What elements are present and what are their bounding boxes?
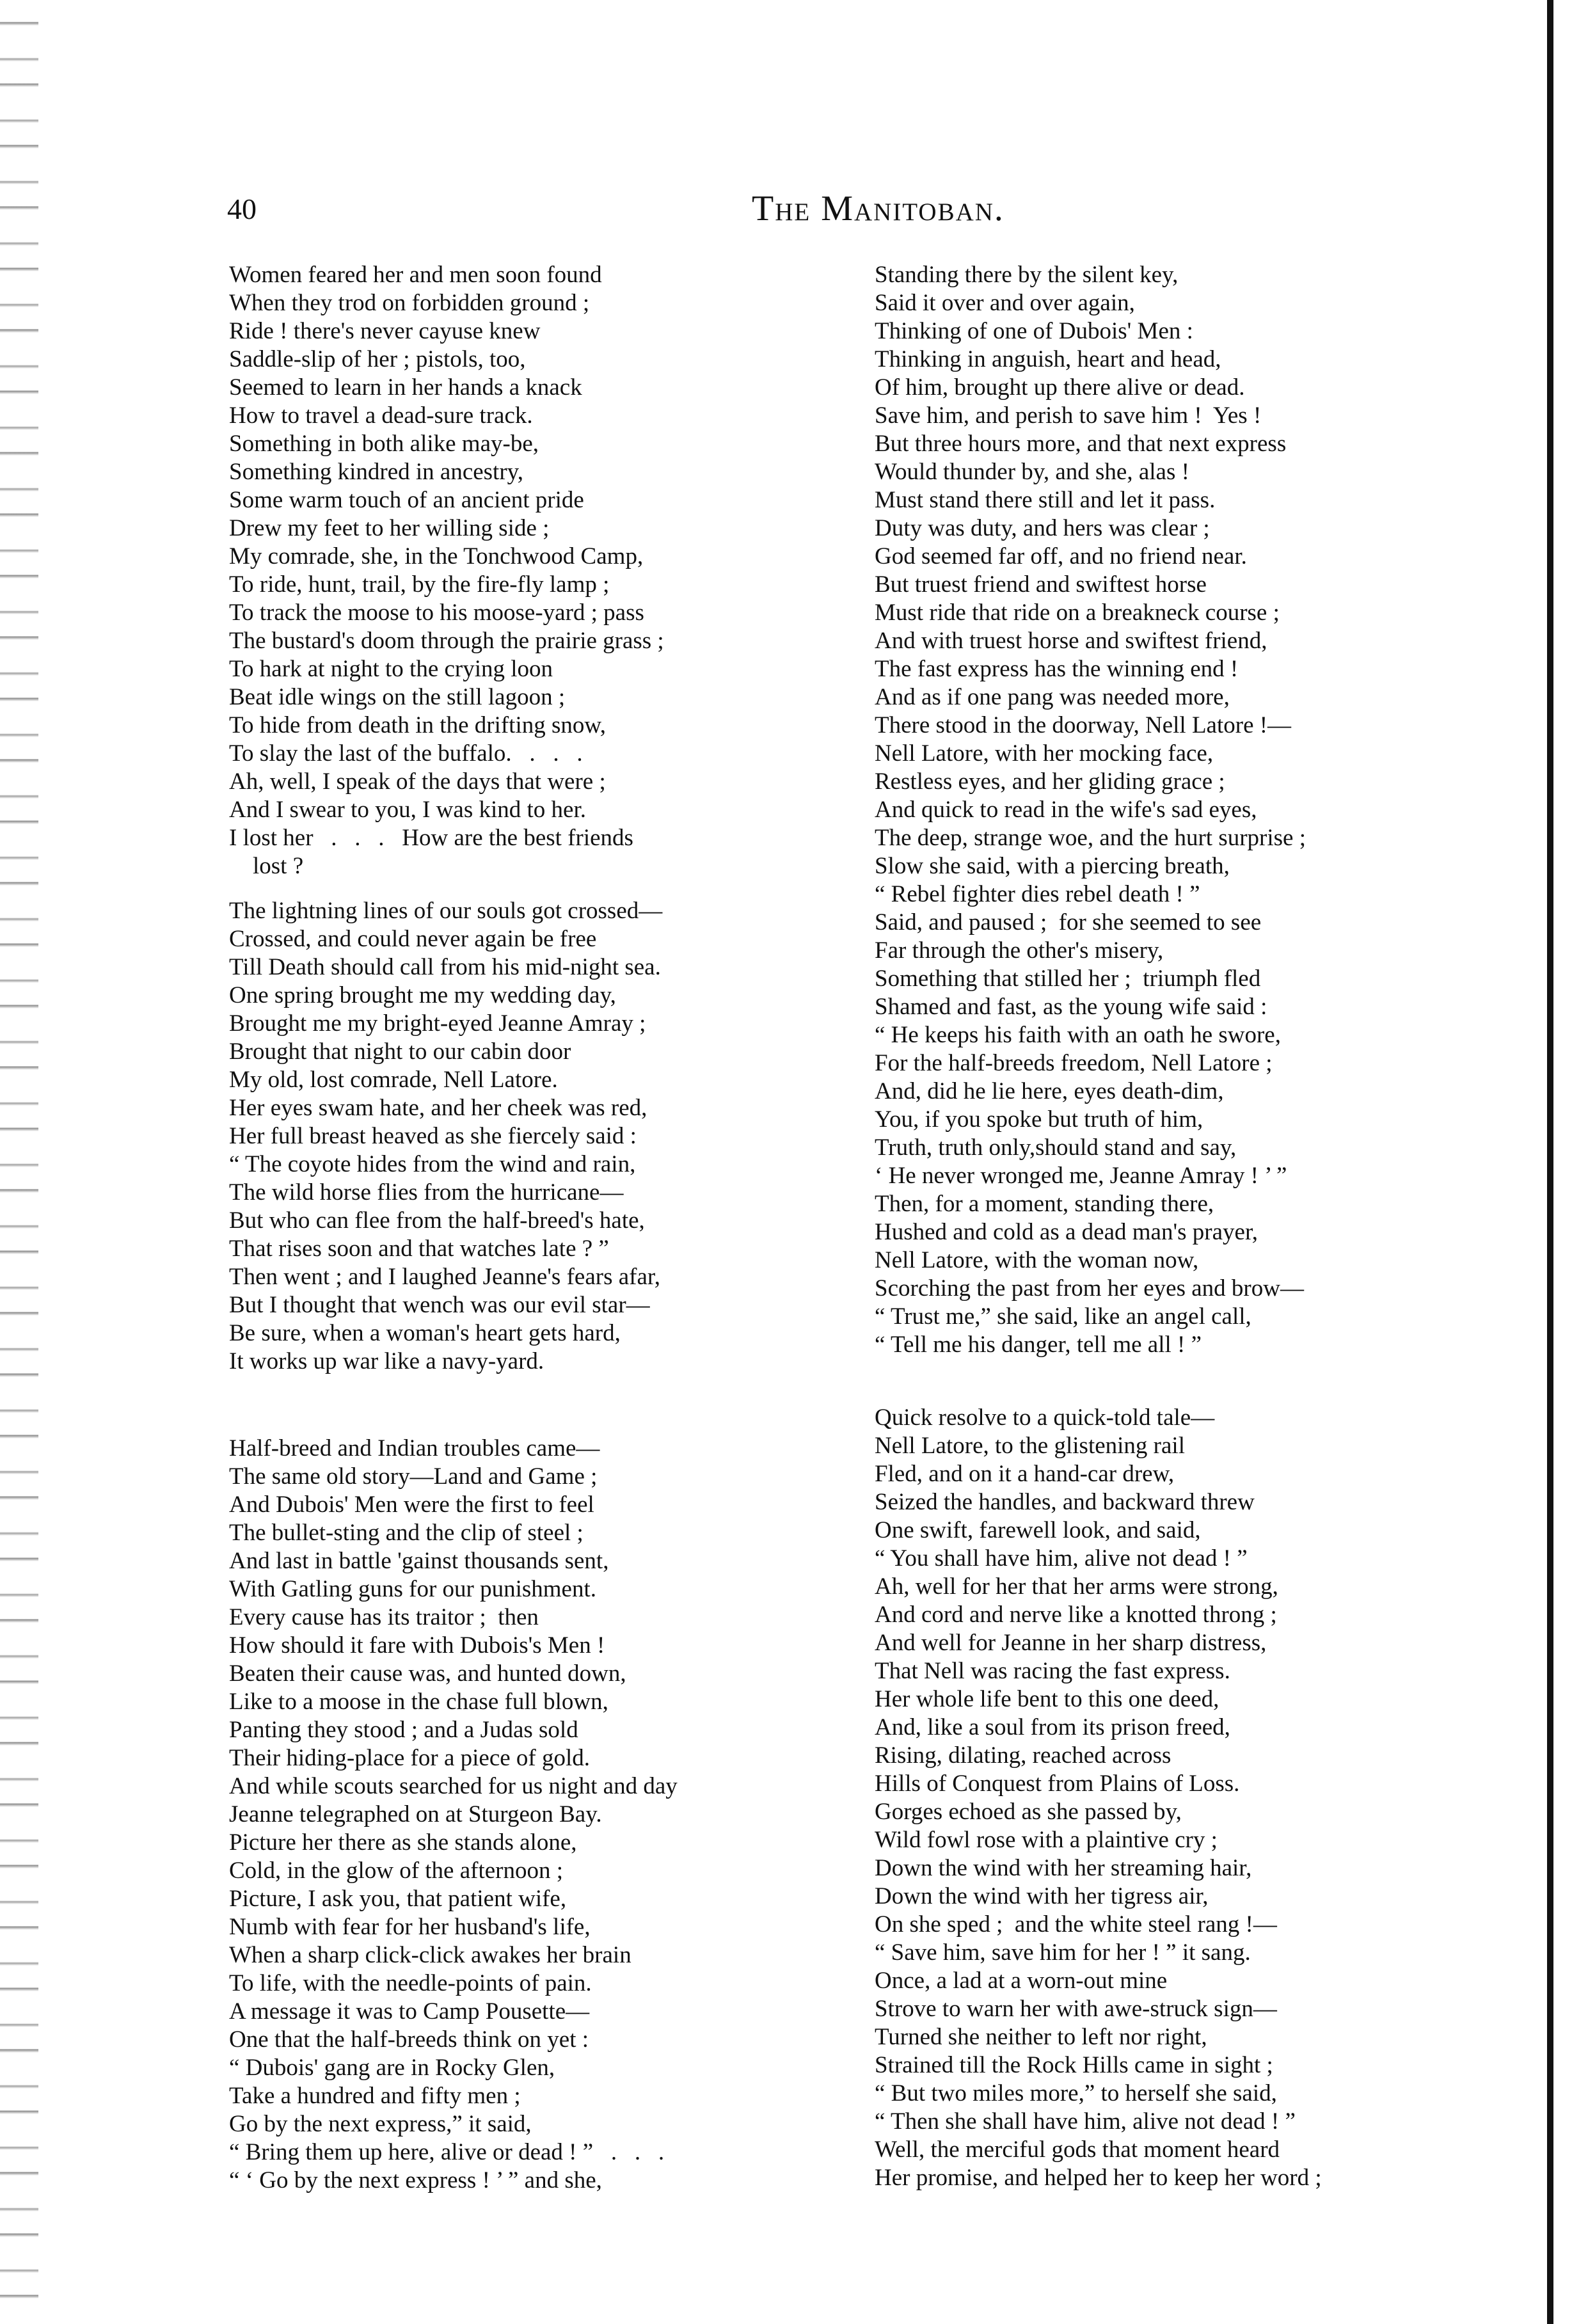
right-column (875, 261, 1463, 2192)
poem-line: Said it over and over again, (875, 290, 1135, 316)
poem-line: Her promise, and helped her to keep her word ; (875, 2165, 1322, 2191)
poem-line: Ah, well, I speak of the days that were ; (229, 768, 606, 795)
stanza (229, 261, 818, 880)
poem-line: God seemed far off, and no friend near. (875, 543, 1247, 569)
poem-line: The bullet-sting and the clip of steel ; (229, 1520, 584, 1546)
poem-line: Saddle-slip of her ; pistols, too, (229, 346, 526, 372)
poem-line: Beat idle wings on the still lagoon ; (229, 684, 566, 710)
poem-line: Then, for a moment, standing there, (875, 1191, 1214, 1217)
poem-line: The lightning lines of our souls got crossed— (229, 898, 663, 924)
poem-line: To slay the last of the buffalo. . . . (229, 740, 583, 767)
poem-line: Wild fowl rose with a plaintive cry ; (875, 1827, 1218, 1853)
poem-line: And, like a soul from its prison freed, (875, 1714, 1230, 1740)
poem-line: Standing there by the silent key, (875, 262, 1179, 288)
poem-line: “ Save him, save him for her ! ” it sang. (875, 1939, 1251, 1966)
scan-right-edge (1547, 0, 1553, 2324)
poem-line: There stood in the doorway, Nell Latore !— (875, 712, 1292, 738)
left-column (229, 261, 818, 2195)
poem-line: And cord and nerve like a knotted throng ; (875, 1602, 1277, 1628)
poem-line: To ride, hunt, trail, by the fire-fly lamp ; (229, 571, 610, 598)
poem-line: “ Rebel fighter dies rebel death ! ” (875, 881, 1200, 907)
poem-line: Strained till the Rock Hills came in sight ; (875, 2052, 1273, 2078)
poem-line: And while scouts searched for us night and day (229, 1773, 678, 1799)
stanza (229, 897, 818, 1376)
poem-line: Take a hundred and fifty men ; (229, 2083, 521, 2109)
poem-line: But I thought that wench was our evil star— (229, 1292, 650, 1318)
poem-line: To life, with the needle-points of pain. (229, 1970, 592, 1996)
poem-line: You, if you spoke but truth of him, (875, 1106, 1203, 1133)
poem-line: Crossed, and could never again be free (229, 926, 597, 952)
poem-line: When a sharp click-click awakes her brain (229, 1942, 631, 1968)
poem-line: Down the wind with her tigress air, (875, 1883, 1209, 1909)
poem-line: “ Then she shall have him, alive not dead ! ” (875, 2108, 1296, 2135)
poem-line: And with truest horse and swiftest friend, (875, 628, 1267, 654)
poem-line: And, did he lie here, eyes death-dim, (875, 1078, 1224, 1104)
poem-line: It works up war like a navy-yard. (229, 1348, 544, 1374)
poem-line: And Dubois' Men were the first to feel (229, 1492, 594, 1518)
poem-line: Shamed and fast, as the young wife said : (875, 994, 1267, 1020)
poem-line: To hide from death in the drifting snow, (229, 712, 606, 738)
poem-line: Brought me my bright-eyed Jeanne Amray ; (229, 1010, 646, 1037)
poem-line: “ ‘ Go by the next express ! ’ ” and she, (229, 2167, 602, 2193)
poem-line: That Nell was racing the fast express. (875, 1658, 1230, 1684)
poem-line: “ He keeps his faith with an oath he swore, (875, 1022, 1281, 1048)
page-header (227, 189, 1481, 237)
poem-line: “ Trust me,” she said, like an angel call, (875, 1303, 1251, 1330)
poem-line: Down the wind with her streaming hair, (875, 1855, 1252, 1881)
poem-line: And quick to read in the wife's sad eyes, (875, 797, 1257, 823)
poem-line: My old, lost comrade, Nell Latore. (229, 1067, 558, 1093)
poem-line: Restless eyes, and her gliding grace ; (875, 768, 1225, 795)
poem-line: Their hiding-place for a piece of gold. (229, 1745, 591, 1771)
poem-line: “ You shall have him, alive not dead ! ” (875, 1545, 1248, 1572)
poem-line: Rising, dilating, reached across (875, 1742, 1171, 1769)
poem-line: A message it was to Camp Pousette— (229, 1998, 590, 2025)
poem-line: Till Death should call from his mid-night sea. (229, 954, 661, 980)
poem-line: The same old story—Land and Game ; (229, 1463, 598, 1490)
poem-line: Ah, well for her that her arms were strong, (875, 1573, 1278, 1600)
poem-line: That rises soon and that watches late ? ” (229, 1236, 609, 1262)
poem-line: Numb with fear for her husband's life, (229, 1914, 591, 1940)
poem-line: Nell Latore, with the woman now, (875, 1247, 1199, 1273)
poem-line: When they trod on forbidden ground ; (229, 290, 590, 316)
poem-line: Beaten their cause was, and hunted down, (229, 1660, 626, 1687)
poem-line: Said, and paused ; for she seemed to see (875, 909, 1262, 935)
poem-line: And as if one pang was needed more, (875, 684, 1230, 710)
poem-line: Like to a moose in the chase full blown, (229, 1689, 608, 1715)
poem-line: Drew my feet to her willing side ; (229, 515, 550, 541)
poem-line: Hills of Conquest from Plains of Loss. (875, 1771, 1240, 1797)
poem-line: Brought that night to our cabin door (229, 1039, 571, 1065)
poem-line: Thinking in anguish, heart and head, (875, 346, 1221, 372)
poem-line: Something in both alike may-be, (229, 431, 539, 457)
poem-line: Turned she neither to left nor right, (875, 2024, 1207, 2050)
poem-line: Quick resolve to a quick-told tale— (875, 1405, 1215, 1431)
poem-line: Be sure, when a woman's heart gets hard, (229, 1320, 621, 1346)
poem-line: Picture her there as she stands alone, (229, 1829, 577, 1856)
poem-line: Nell Latore, to the glistening rail (875, 1433, 1185, 1459)
poem-line: Gorges echoed as she passed by, (875, 1799, 1182, 1825)
poem-line: One that the half-breeds think on yet : (229, 2026, 589, 2053)
poem-line: My comrade, she, in the Tonchwood Camp, (229, 543, 644, 569)
poem-line: For the half-breeds freedom, Nell Latore ; (875, 1050, 1273, 1076)
poem-line: ‘ He never wronged me, Jeanne Amray ! ’ ” (875, 1163, 1287, 1189)
poem-line: How to travel a dead-sure track. (229, 402, 533, 429)
poem-line: Strove to warn her with awe-struck sign— (875, 1996, 1277, 2022)
poem-line: Ride ! there's never cayuse knew (229, 318, 541, 344)
poem-line: Her eyes swam hate, and her cheek was red, (229, 1095, 647, 1121)
poem-line: One swift, farewell look, and said, (875, 1517, 1201, 1543)
poem-line: And well for Jeanne in her sharp distress, (875, 1630, 1267, 1656)
poem-line: Half-breed and Indian troubles came— (229, 1435, 600, 1461)
poem-line: Of him, brought up there alive or dead. (875, 374, 1245, 401)
poem-line: Save him, and perish to save him ! Yes ! (875, 402, 1262, 429)
poem-line: Must ride that ride on a breakneck course ; (875, 600, 1280, 626)
poem-line: Panting they stood ; and a Judas sold (229, 1717, 578, 1743)
poem-line: Picture, I ask you, that patient wife, (229, 1886, 567, 1912)
poem-line: And I swear to you, I was kind to her. (229, 797, 586, 823)
poem-line: Seized the handles, and backward threw (875, 1489, 1255, 1515)
stanza (229, 1435, 818, 2195)
poem-line: And last in battle 'gainst thousands sent, (229, 1548, 609, 1574)
poem-line: “ Bring them up here, alive or dead ! ” . . . (229, 2139, 665, 2165)
poem-line: The deep, strange woe, and the hurt surprise ; (875, 825, 1306, 851)
poem-line: “ Dubois' gang are in Rocky Glen, (229, 2055, 555, 2081)
poem-line: But who can flee from the half-breed's hate, (229, 1207, 645, 1234)
poem-line: Her full breast heaved as she fiercely said : (229, 1123, 637, 1149)
poem-line: Fled, and on it a hand-car drew, (875, 1461, 1175, 1487)
poem-line: Thinking of one of Dubois' Men : (875, 318, 1193, 344)
poem-line: Must stand there still and let it pass. (875, 487, 1216, 513)
poem-line: Scorching the past from her eyes and brow— (875, 1275, 1304, 1301)
poem-line: Well, the merciful gods that moment heard (875, 2137, 1280, 2163)
poem-line: Hushed and cold as a dead man's prayer, (875, 1219, 1258, 1245)
poem-line: Slow she said, with a piercing breath, (875, 853, 1230, 879)
poem-line: The fast express has the winning end ! (875, 656, 1239, 682)
poem-line: Her whole life bent to this one deed, (875, 1686, 1219, 1712)
page-number: 40 (227, 193, 257, 225)
poem-line: But three hours more, and that next express (875, 431, 1287, 457)
poem-line: To track the moose to his moose-yard ; pass (229, 600, 644, 626)
poem-line: Nell Latore, with her mocking face, (875, 740, 1214, 767)
poem-line: Women feared her and men soon found (229, 262, 602, 288)
poem-line: Would thunder by, and she, alas ! (875, 459, 1189, 485)
poem-line: Some warm touch of an ancient pride (229, 487, 584, 513)
poem-line: Seemed to learn in her hands a knack (229, 374, 582, 401)
poem-line: “ Tell me his danger, tell me all ! ” (875, 1332, 1202, 1358)
running-title: The Manitoban. (752, 189, 1004, 228)
poem-line: On she sped ; and the white steel rang !— (875, 1911, 1277, 1938)
poem-line: Duty was duty, and hers was clear ; (875, 515, 1210, 541)
poem-line: Jeanne telegraphed on at Sturgeon Bay. (229, 1801, 602, 1827)
poem-line: Once, a lad at a worn-out mine (875, 1968, 1168, 1994)
poem-line: Then went ; and I laughed Jeanne's fears afar, (229, 1264, 660, 1290)
poem-line: With Gatling guns for our punishment. (229, 1576, 597, 1602)
poem-line: Something that stilled her ; triumph fled (875, 966, 1261, 992)
stanza (875, 261, 1463, 1359)
poem-line: Something kindred in ancestry, (229, 459, 524, 485)
poem-line: But truest friend and swiftest horse (875, 571, 1207, 598)
poem-line: One spring brought me my wedding day, (229, 982, 616, 1008)
stanza (875, 1404, 1463, 2192)
poem-line: I lost her . . . How are the best friends (229, 825, 633, 851)
poem-line: “ The coyote hides from the wind and rain, (229, 1151, 636, 1177)
poem-line: Cold, in the glow of the afternoon ; (229, 1858, 564, 1884)
poem-line: The wild horse flies from the hurricane— (229, 1179, 624, 1206)
poem-line: How should it fare with Dubois's Men ! (229, 1632, 605, 1659)
poem-line: Every cause has its traitor ; then (229, 1604, 539, 1630)
poem-line: Truth, truth only,should stand and say, (875, 1134, 1237, 1161)
poem-line: Far through the other's misery, (875, 937, 1164, 964)
poem-line: To hark at night to the crying loon (229, 656, 553, 682)
scan-binding-edge (0, 0, 38, 2324)
poem-line: The bustard's doom through the prairie grass ; (229, 628, 664, 654)
poem-line: lost ? (229, 853, 304, 879)
poem-line: Go by the next express,” it said, (229, 2111, 532, 2137)
poem-line: “ But two miles more,” to herself she said, (875, 2080, 1277, 2106)
